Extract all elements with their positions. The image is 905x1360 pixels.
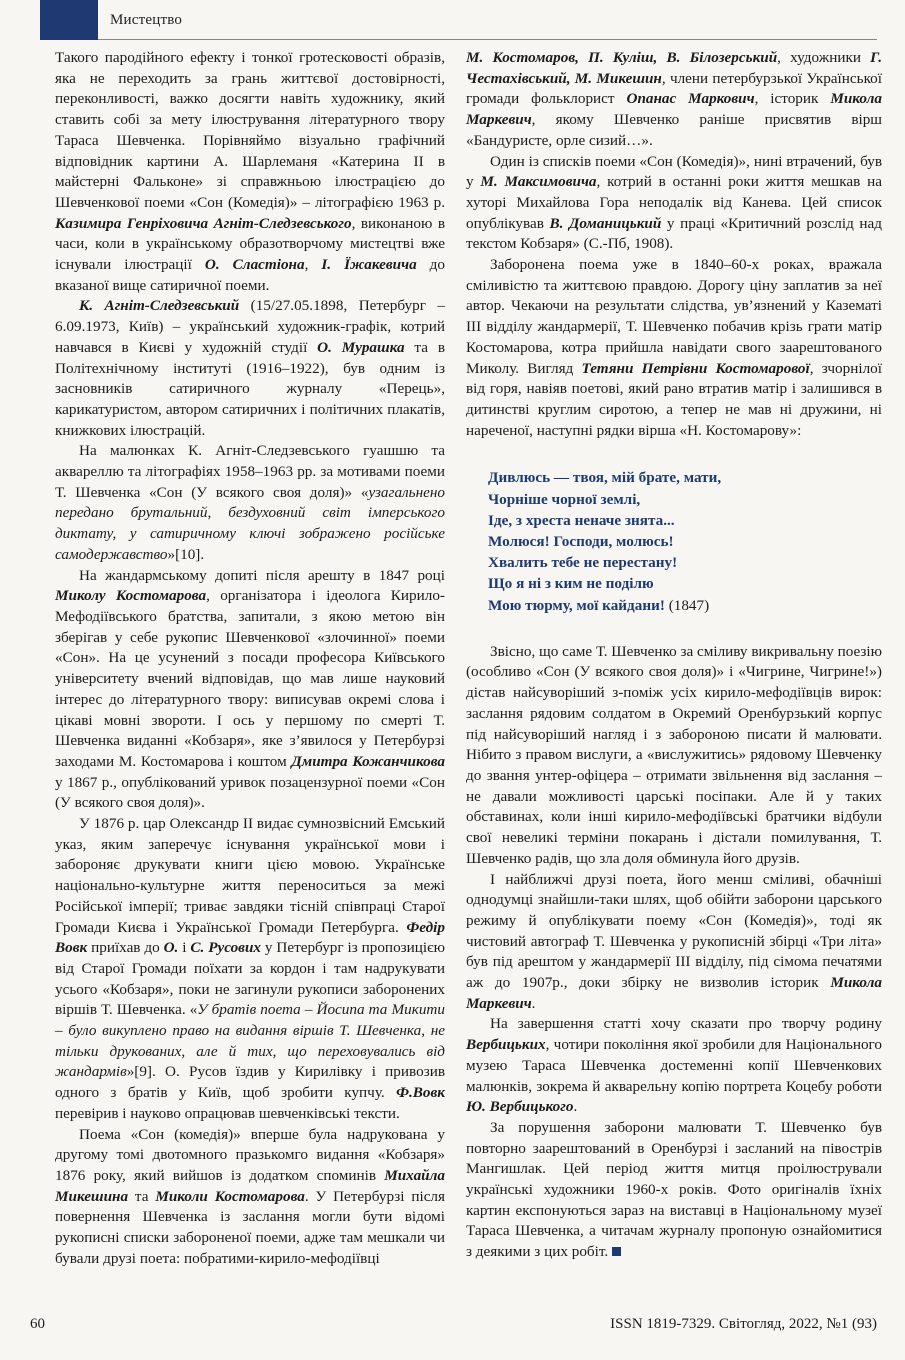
paragraph: За порушення заборони малювати Т. Шевченко був повторно заарештований в Оренбурзі і засланий на півострів Мангишлак. Цей період життя митця проілюстрували українські художники 1960-х років. Фото оригіналів їхніх картин експонуються зараз на виставці в Національному музеї Тараса Шевченка, а читачам журналу пропоную ознайомитися з деякими з цих робіт. bbox=[466, 1118, 882, 1261]
poem-line: Дивлюсь — твоя, мій брате, мати, bbox=[488, 469, 722, 487]
page-number: 60 bbox=[30, 1316, 45, 1332]
paragraph: Один із списків поеми «Сон (Комедія)», нині втрачений, був у М. Максимовича, котрий в останні роки життя мешкав на хуторі Михайлова Гора неподалік від Канева. Цей список опублікував В. Доманицький у праці «Критичний розслід над текстом Кобзаря» (С.-Пб, 1908). bbox=[466, 152, 883, 253]
paragraph: І найближчі друзі поета, його менш сміливі, обачніші однодумці знайшли-таки шлях, щоб обійти заборони царського режиму й опублікувати поему «Сон (Комедія)», тоді як чистовий автограф Т. Шевченка у рукописній збірці «Три літа» був під арештом у жандармерії ІІІ відділу, під сімома печатями аж до 1907р., доки збірку не визволив історик Микола Маркевич. bbox=[466, 870, 882, 1012]
page-header bbox=[0, 0, 905, 40]
poem-year: (1847) bbox=[668, 596, 710, 614]
poem-line: Іде, з хреста неначе знята... bbox=[488, 511, 675, 529]
paragraph: У 1876 р. цар Олександр ІІ видає сумнозвісний Емський указ, яким заперечує існування української мови і забороняє друкувати книги цією мовою. Українське національно-культурне життя переноситься за межі Російської імперії; триває завдяки тісній співпраці Старої Громади Києва і Української Громади Петербурга. Федір Вовк приїхав до О. і С. Русових у Петербург із пропозицією від Старої Громади поїхати за кордон і там надрукувати усього «Кобзаря», поки не загинули рукописи заборонених віршів Т. Шевченка. «У братів поета – Йосипа та Микити – було викуплено право на видання віршів Т. Шевченка, не тільки друкованих, але й тих, що переховувались від жандармів»[9]. О. Русов їздив у Кирилівку і привозив одного з братів у Київ, щоб зробити купчу. Ф.Вовк перевірив і науково опрацював шевченківські тексти. bbox=[55, 815, 445, 1122]
paragraph: К. Агніт-Следзевський (15/27.05.1898, Петербург – 6.09.1973, Київ) – український художник-графік, котрий навчався в Києві у художній студії О. Мурашка та в Політехнічному інституті (1916–1922), був одним із засновників сатиричного журналу «Перець», карикатуристом, автором сатиричних і політичних плакатів, книжкових ілюстрацій. bbox=[55, 297, 445, 439]
left-column bbox=[55, 48, 445, 1269]
paragraph: Поема «Сон (комедія)» вперше була надрукована у другому томі двотомного празькомго видання «Кобзаря» 1876 року, який вийшов із додатком споминів Михайла Микешина та Миколи Костомарова. У Петербурзі після повернення Шевченка із заслання могли бути відомі рукописні списки забороненої поеми, адже там мешкали чи бували друзі поета: побратими-кирило-мефодіївці bbox=[55, 1125, 445, 1267]
poem-line: Що я ні з ким не поділю bbox=[488, 575, 654, 593]
poem-line: Мою тюрму, мої кайдани! (1847) bbox=[488, 596, 710, 614]
paragraph: М. Костомаров, П. Куліш, В. Білозерський, художники Г. Честахівський, М. Микешин, члени петербурзької Української громади фольклорист Опанас Маркович, історик Микола Маркевич, якому Шевченко раніше присвятив вірш «Бандуристе, орле сизий…». bbox=[466, 49, 883, 149]
journal-info: ISSN 1819-7329. Світогляд, 2022, №1 (93) bbox=[610, 1316, 877, 1332]
poem-quote bbox=[488, 467, 882, 615]
section-title: Мистецтво bbox=[110, 12, 183, 28]
poem-line: Молюся! Господи, молюсь! bbox=[488, 532, 674, 550]
page-footer bbox=[0, 1310, 905, 1350]
poem-line: Чорніше чорної землі, bbox=[488, 490, 641, 508]
paragraph: На малюнках К. Агніт-Следзевського гуашшю та аквареллю та літографіях 1958–1963 рр. за мотивами поеми Т. Шевченка «Сон (У всякого своя доля)» «узагальнено передано брутальний, бездуховний світ імперського диктату, у сатиричному ключі зображено російське самодержавство»[10]. bbox=[55, 442, 445, 563]
paragraph: Звісно, що саме Т. Шевченко за сміливу викривальну поезію (особливо «Сон (У всякого своя доля)» і «Чигрине, Чигрине!») дістав найсуворіший з-поміж усіх кирило-мефодіївців вирок: заслання рядовим солдатом в Окремий Оренбурзький корпус під найсуворіший нагляд і з забороною писати й малювати. Нібито з правом вислуги, а «вислужитись» рядовому Шевченку до звання унтер-офіцера – отримати звільнення від заслання – не давали можливості царські посіпаки. Але й у таких обставинах, коли інші кирило-мефодіївські братчики відбули свої невеликі терміни покарань і дістали помилування, Т. Шевченко радів, що зла доля обминула його друзів. bbox=[466, 642, 882, 867]
header-rule bbox=[98, 39, 877, 40]
paragraph: На жандармському допиті після арешту в 1847 році Миколу Костомарова, організатора і ідеолога Кирило-Мефодіївського братства, запитали, з якою метою він зберігав у себе рукопис Шевченкової «злочинної» поеми «Сон». На це усунений з посади професора Київського університету вчений відповідав, що мав лише науковий інтерес до літературного твору: виписував окремі слова і цікаві мовні звороти. І ось у першому по смерті Т. Шевченка виданні «Кобзаря», яке з’явилося у Петербурзі заходами М. Костомарова і коштом Дмитра Кожанчикова у 1867 р., опублікований уривок позацензурної поеми «Сон (У всякого своя доля)». bbox=[55, 566, 445, 812]
header-color-block bbox=[40, 0, 98, 40]
paragraph: Заборонена поема уже в 1840–60-х роках, вражала сміливістю та життєвою правдою. Дорогу ціну заплатив за неї автор. Чекаючи на результати слідства, ув’язнений у Казематі ІІІ відділу жандармерії, Т. Шевченко побачив крізь грати матір Костомарова, котра прийшла навідати свого заарештованого Миколу. Вигляд Тетяни Петрівни Костомарової, зчорнілої від горя, навіяв поетові, який рано втратив матір і залишився в дитинстві круглим сиротою, а тепер не мав ні дружини, ні нареченої, наступні рядки вірша «Н. Костомарову»: bbox=[466, 256, 882, 439]
poem-line: Хвалить тебе не перестану! bbox=[488, 554, 678, 572]
paragraph: На завершення статті хочу сказати про творчу родину Вербицьких, чотири покоління якої зробили для Національного музею Тараса Шевченка достеменні копії Шевченкових малюнків, зокрема й акварельну копію портрета Коцебу роботи Ю. Вербицького. bbox=[466, 1015, 882, 1116]
right-column bbox=[466, 48, 882, 1263]
end-of-article-square-icon bbox=[612, 1247, 621, 1256]
paragraph: Такого пародійного ефекту і тонкої гротесковості образів, яка не переходить за грань життєвої достовірності, переконливості, важко досягти навіть художнику, який ставить собі за мету ілюстрування літературного твору Тараса Шевченка. Порівняймо візуально графічний відповідник картини А. Шарлеманя «Катерина ІІ в майстерні Фальконе» зі справжньою ілюстрацією до Шевченкової поеми «Сон (Комедія)» – літографією 1963 р. Казимира Генріховича Агніт-Следзевського, виконаною в часи, коли в українському образотворчому мистецтві вже існували ілюстрації О. Сластіона, І. Їжакевича до вказаної вище сатиричної поеми. bbox=[55, 49, 446, 294]
